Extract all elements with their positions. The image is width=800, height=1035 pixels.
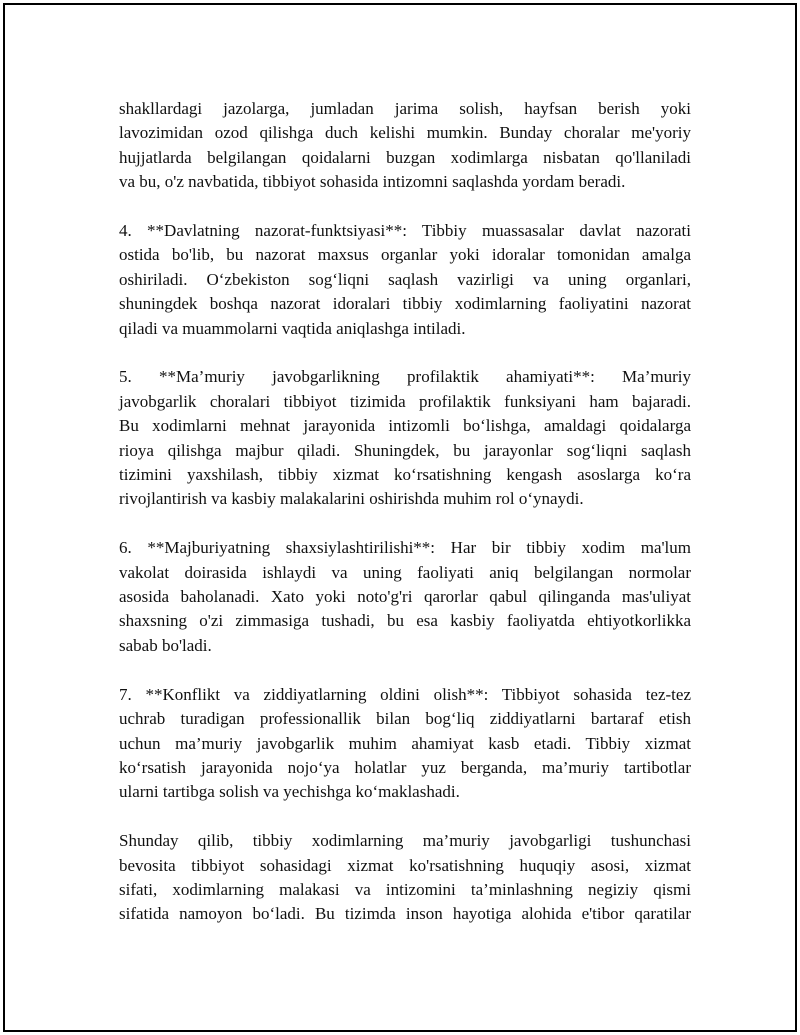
text-line: 7. **Konflikt va ziddiyatlarning oldini olish**: Tibbiyot sohasida tez-tez — [119, 684, 691, 704]
text-line: shuningdek boshqa nazorat idoralari tibbiy xodimlarning faoliyatini nazorat — [119, 294, 691, 314]
text-line: sifatida namoyon bo‘ladi. Bu tizimda inson hayotiga alohida e'tibor qaratilar — [119, 904, 691, 924]
text-line: Shunday qilib, tibbiy xodimlarning ma’muriy javobgarligi tushunchasi — [119, 831, 691, 851]
text-line: va bu, o'z navbatida, tibbiyot sohasida intizomni saqlashda yordam beradi. — [119, 172, 626, 192]
text-line: 5. **Ma’muriy javobgarlikning profilaktik ahamiyati**: Ma’muriy — [119, 367, 691, 387]
text-line: sabab bo'ladi. — [119, 635, 212, 655]
text-line: ularni tartibga solish va yechishga ko‘maklashadi. — [119, 782, 460, 802]
paragraph-item-6 — [119, 536, 691, 658]
text-line: shakllardagi jazolarga, jumladan jarima solish, hayfsan berish yoki — [119, 99, 691, 118]
text-line: tizimini yaxshilash, tibbiy xizmat ko‘rsatishning kengash asoslarga ko‘ra — [119, 465, 691, 485]
text-line: qiladi va muammolarni vaqtida aniqlashga intiladi. — [119, 318, 466, 338]
page-frame — [3, 3, 797, 1032]
paragraph-item-4 — [119, 219, 691, 341]
text-line: ko‘rsatish jarayonida nojo‘ya holatlar yuz berganda, ma’muriy tartibotlar — [119, 757, 691, 777]
text-line: 6. **Majburiyatning shaxsiylashtirilishi**: Har bir tibbiy xodim ma'lum — [119, 538, 691, 558]
text-line: asosida baholanadi. Xato yoki noto'g'ri qarorlar qabul qilinganda mas'uliyat — [119, 587, 691, 607]
text-line: vakolat doirasida ishlaydi va uning faoliyati aniq belgilangan normolar — [119, 562, 691, 582]
paragraph-item-5 — [119, 365, 691, 511]
text-line: bevosita tibbiyot sohasidagi xizmat ko'rsatishning huquqiy asosi, xizmat — [119, 855, 691, 875]
text-line: javobgarlik choralari tibbiyot tizimida profilaktik funksiyani ham bajaradi. — [119, 391, 691, 411]
text-line: shaxsning o'zi zimmasiga tushadi, bu esa kasbiy faoliyatda ehtiyotkorlikka — [119, 611, 691, 631]
text-line: Bu xodimlarni mehnat jarayonida intizomli bo‘lishga, amaldagi qoidalarga — [119, 416, 691, 436]
text-line: hujjatlarda belgilangan qoidalarni buzgan xodimlarga nisbatan qo'llaniladi — [119, 147, 691, 167]
text-line: rioya qilishga majbur qiladi. Shuningdek, bu jarayonlar sog‘liqni saqlash — [119, 440, 691, 460]
text-line: uchun ma’muriy javobgarlik muhim ahamiyat kasb etadi. Tibbiy xizmat — [119, 733, 691, 753]
text-line: 4. **Davlatning nazorat-funktsiyasi**: Tibbiy muassasalar davlat nazorati — [119, 221, 691, 241]
document-body — [119, 97, 691, 951]
paragraph-conclusion — [119, 829, 691, 927]
text-line: rivojlantirish va kasbiy malakalarini oshirishda muhim rol o‘ynaydi. — [119, 489, 584, 509]
text-line: ostida bo'lib, bu nazorat maxsus organlar yoki idoralar tomonidan amalga — [119, 245, 691, 265]
text-line: sifati, xodimlarning malakasi va intizomini ta’minlashning negiziy qismi — [119, 879, 691, 899]
paragraph-item-7 — [119, 683, 691, 805]
text-line: lavozimidan ozod qilishga duch kelishi mumkin. Bunday choralar me'yoriy — [119, 123, 691, 143]
paragraph-penalties-continued — [119, 97, 691, 195]
text-line: oshiriladi. O‘zbekiston sog‘liqni saqlash vazirligi va uning organlari, — [119, 269, 691, 289]
text-line: uchrab turadigan professionallik bilan bog‘liq ziddiyatlarni bartaraf etish — [119, 709, 691, 729]
